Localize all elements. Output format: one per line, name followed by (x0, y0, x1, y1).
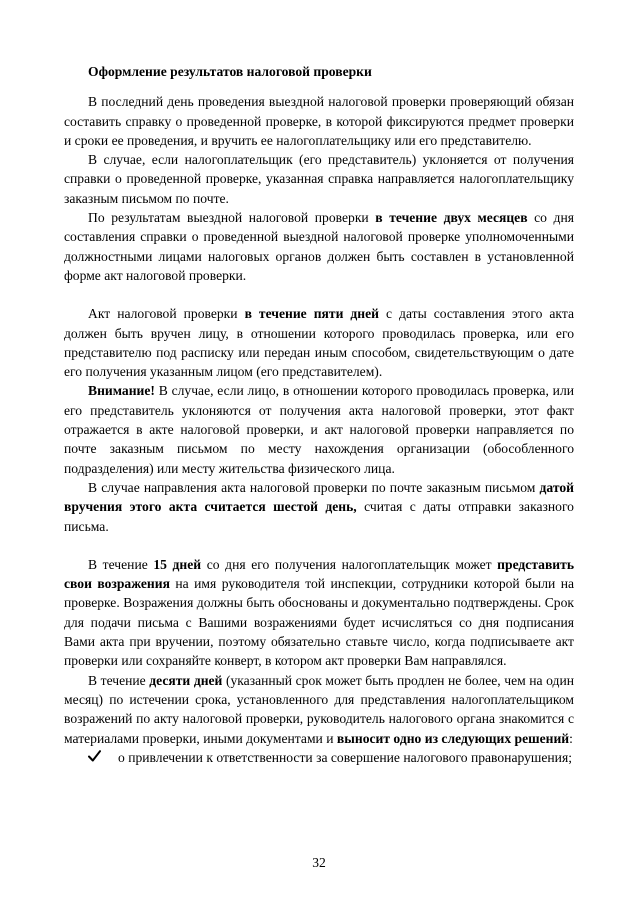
paragraph-6-text-c: считая с даты отправки заказного письма. (64, 499, 574, 534)
paragraph-3-text-a: По результатам выездной налоговой проверки (88, 210, 376, 226)
paragraph-7-text-e: на имя руководителя той инспекции, сотрудники которой были на проверке. Возражения должны быть обоснованы и документально подтверждены. Срок для подачи письма с Вашими возражениями будет исчисляться со дня подписания Вами акта при вручении, поэтому обязательно ставьте число, когда подписываете акт проверки или сохраняйте конверт, в котором акт проверки Вам направлялся. (64, 576, 575, 669)
page-number: 32 (312, 855, 326, 870)
section-title: Оформление результатов налоговой проверки (88, 64, 372, 79)
paragraph-5-text-b: В случае, если лицо, в отношении которого проводилась проверка, или его представитель уклоняются от получения акта налоговой проверки, этот факт отражается в акте налоговой проверки, и акт налоговой проверки направляется по почте заказным письмом по месту нахождения организации (обособленного подразделения) или месту жительства физического лица. (64, 383, 574, 476)
paragraph-4 (64, 304, 574, 381)
document-body (64, 62, 574, 767)
paragraph-7-text-c: со дня его получения налогоплательщик может (201, 556, 498, 572)
paragraph-3 (64, 208, 574, 285)
paragraph-6-bold-term: датой вручения этого акта считается шестой день, (64, 479, 574, 515)
paragraph-1: В последний день проведения выездной налоговой проверки проверяющий обязан составить справку о проведенной проверке, в которой фиксируются предмет проверки и сроки ее проведения, и вручить ее налогоплательщику или его представителю. (64, 94, 574, 148)
paragraph-6-text-a: В случае направления акта налоговой проверки по почте заказным письмом (88, 479, 540, 495)
paragraph-8-text-c: (указанный срок может быть продлен не более, чем на один месяц) по истечении срока, установленного для представления налогоплательщиком возражений по акту налоговой проверки, руководитель налогового органа знакомится с материалами проверки, иными документами и (64, 672, 574, 746)
paragraph-8-bold-decisions: выносит одно из следующих решений (336, 730, 570, 746)
bullet-item-text: о привлечении к ответственности за совершение налогового правонарушения; (118, 749, 572, 765)
paragraph-8-text-a: В течение (88, 672, 150, 688)
checkmark-icon (88, 748, 102, 767)
paragraph-7-bold-days: 15 дней (153, 556, 202, 572)
paragraph-4-text-c: с даты составления этого акта должен быть вручен лицу, в отношении которого проводилась проверка, или его представителю под расписку или передан иным способом, свидетельствующим о дате его получения указанным лицом (его представителем). (64, 306, 574, 380)
paragraph-4-bold-term: в течение пяти дней (244, 306, 379, 322)
paragraph-6 (64, 478, 574, 536)
bullet-item (64, 748, 574, 767)
paragraph-7 (64, 555, 574, 671)
paragraph-3-text-c: со дня составления справки о проведенной выездной налоговой проверке уполномоченными должностными лицами налоговых органов должен быть составлен в установленной форме акт налоговой проверки. (64, 210, 574, 283)
paragraph-7-text-a: В течение (88, 556, 154, 572)
attention-label: Внимание! (88, 383, 155, 399)
paragraph-8-bold-days: десяти дней (149, 672, 223, 688)
paragraph-2: В случае, если налогоплательщик (его представитель) уклоняется от получения справки о проведенной проверке, указанная справка направляется налогоплательщику заказным письмом по почте. (64, 152, 574, 206)
paragraph-4-text-a: Акт налоговой проверки (88, 306, 245, 322)
checkmark-icon-svg (88, 750, 101, 762)
paragraph-8 (64, 671, 574, 748)
paragraph-5 (64, 381, 574, 477)
paragraph-3-bold-term: в течение двух месяцев (375, 210, 528, 226)
paragraph-7-bold-objections: представить свои возражения (64, 556, 575, 592)
paragraph-8-text-e: : (569, 730, 573, 746)
